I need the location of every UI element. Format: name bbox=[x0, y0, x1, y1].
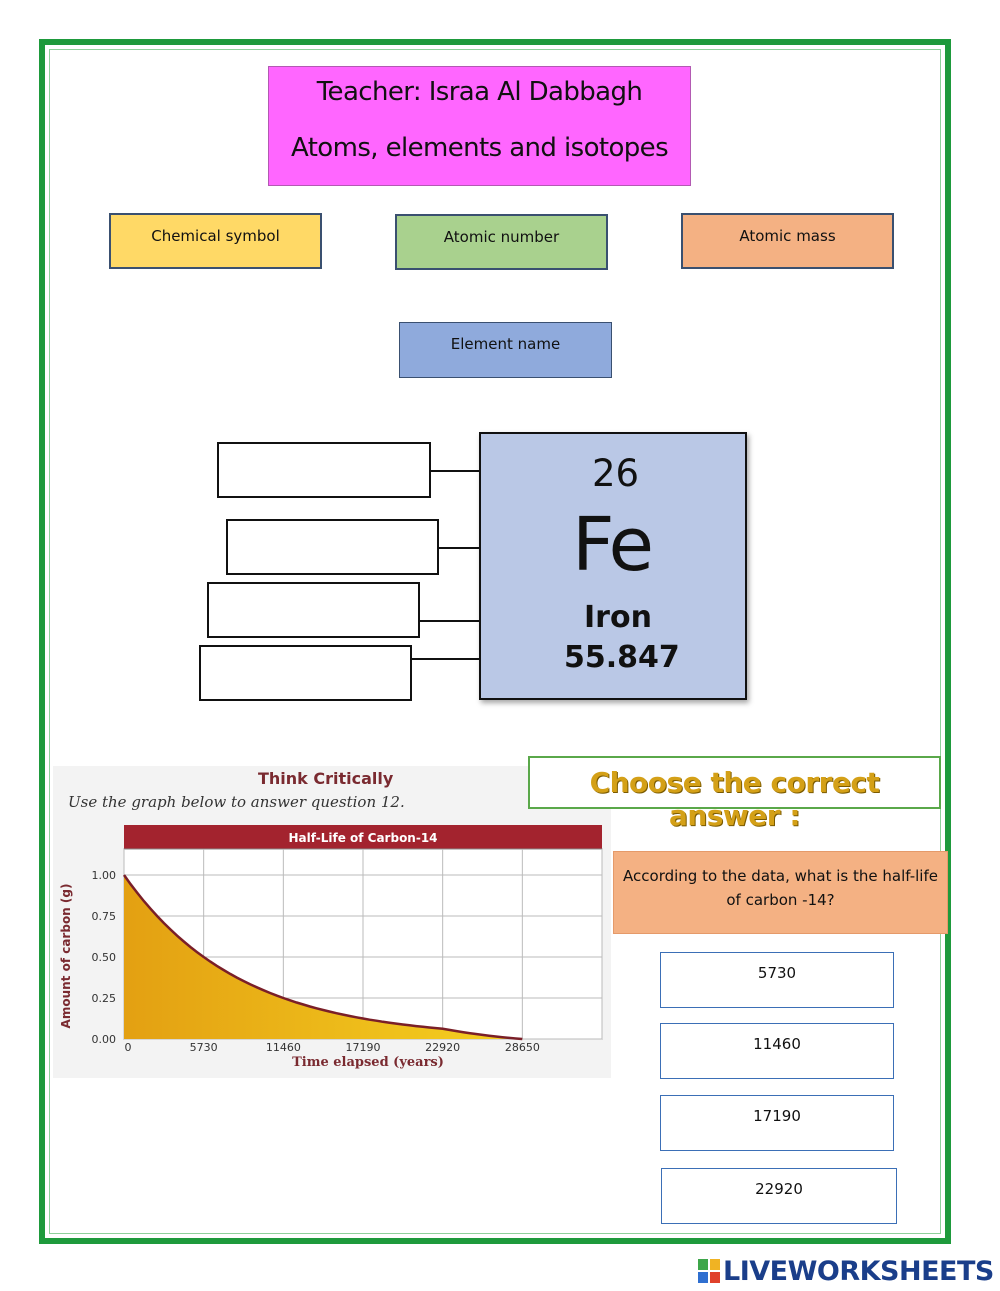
drop-zone-4[interactable] bbox=[199, 645, 412, 701]
drop-zone-2[interactable] bbox=[226, 519, 439, 575]
chart-y-tick-label: 0.00 bbox=[91, 1033, 116, 1046]
chart-y-tick-label: 0.50 bbox=[91, 951, 116, 964]
chart-x-ticks bbox=[125, 1041, 540, 1054]
answer-option-1[interactable]: 5730 bbox=[660, 952, 894, 1008]
element-atomic-number: 26 bbox=[592, 452, 640, 495]
chart-y-tick-label: 1.00 bbox=[91, 869, 116, 882]
chart-x-tick-label: 22920 bbox=[425, 1041, 461, 1054]
chart-x-tick-label: 17190 bbox=[345, 1041, 381, 1054]
chart-title: Half-Life of Carbon-14 bbox=[288, 831, 438, 845]
liveworksheets-logo-text: LIVEWORKSHEETS bbox=[723, 1255, 994, 1287]
title-box bbox=[268, 66, 691, 186]
answer-option-4[interactable]: 22920 bbox=[661, 1168, 897, 1224]
drag-tag-element-name[interactable]: Element name bbox=[399, 322, 612, 378]
question-box: According to the data, what is the half-life of carbon -14? bbox=[613, 851, 948, 934]
answer-option-3[interactable]: 17190 bbox=[660, 1095, 894, 1151]
drag-tag-atomic-number[interactable]: Atomic number bbox=[395, 214, 608, 270]
element-name: Iron bbox=[584, 600, 652, 635]
chart-x-tick-label: 11460 bbox=[265, 1041, 301, 1054]
half-life-chart bbox=[53, 820, 611, 1078]
chart-y-tick-label: 0.25 bbox=[91, 992, 116, 1005]
liveworksheets-logo-icon bbox=[698, 1259, 720, 1283]
element-symbol: Fe bbox=[572, 502, 653, 588]
drop-zone-1[interactable] bbox=[217, 442, 431, 498]
drop-zone-3[interactable] bbox=[207, 582, 420, 638]
element-atomic-mass: 55.847 bbox=[564, 640, 680, 675]
chart-x-tick-label: 28650 bbox=[504, 1041, 540, 1054]
chart-x-label: Time elapsed (years) bbox=[292, 1055, 444, 1070]
choose-answer-banner bbox=[528, 756, 941, 832]
choose-answer-text: Choose the correct answer : bbox=[589, 766, 880, 832]
chart-x-tick-label: 5730 bbox=[189, 1041, 218, 1054]
teacher-name: Teacher: Israa Al Dabbagh bbox=[316, 77, 643, 107]
chart-y-label: Amount of carbon (g) bbox=[59, 883, 73, 1029]
think-critically-heading: Think Critically bbox=[258, 769, 394, 788]
worksheet-topic: Atoms, elements and isotopes bbox=[290, 133, 669, 163]
drag-tag-chemical-symbol[interactable]: Chemical symbol bbox=[109, 213, 322, 269]
chart-x-tick-label: 0 bbox=[124, 1041, 132, 1054]
chart-y-ticks bbox=[92, 869, 117, 1046]
drag-tag-atomic-mass[interactable]: Atomic mass bbox=[681, 213, 894, 269]
answer-option-2[interactable]: 11460 bbox=[660, 1023, 894, 1079]
liveworksheets-logo bbox=[698, 1255, 994, 1287]
chart-y-tick-label: 0.75 bbox=[91, 910, 116, 923]
graph-instruction: Use the graph below to answer question 12. bbox=[68, 793, 405, 811]
